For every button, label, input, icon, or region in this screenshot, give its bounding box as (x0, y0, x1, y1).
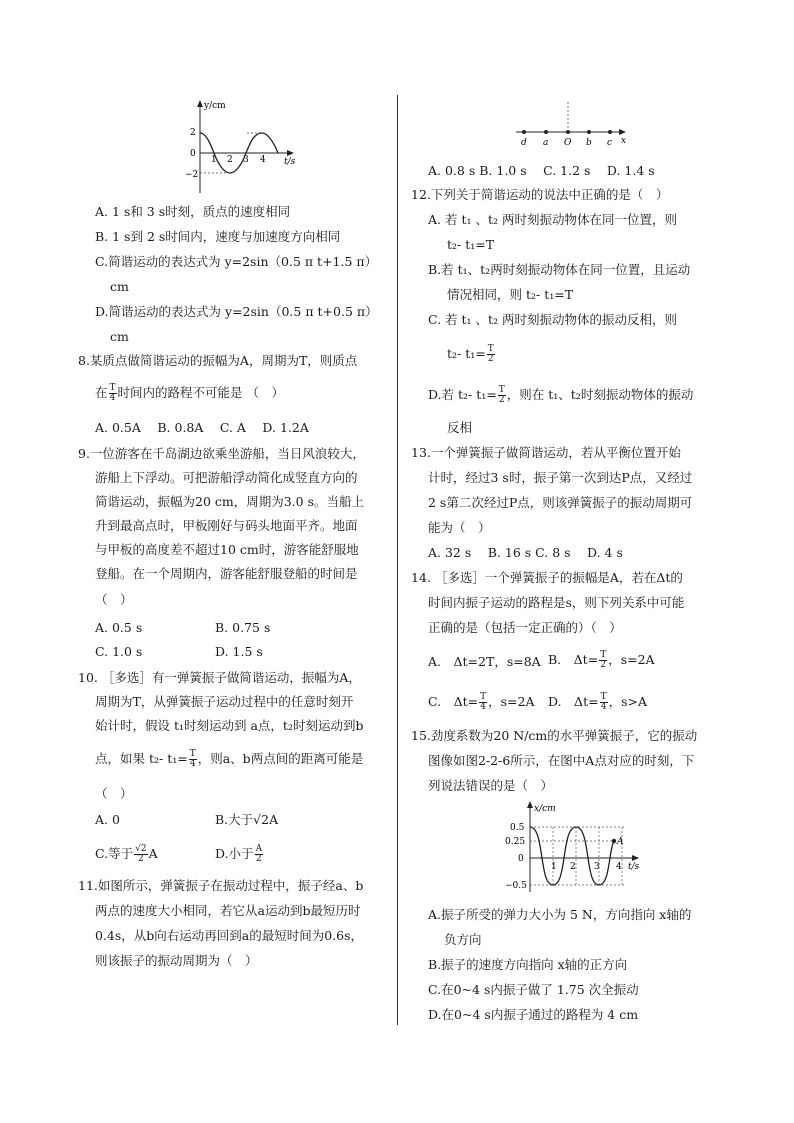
q15-line3: 列说法错误的是（ ） (428, 778, 554, 793)
q10-line1: 10. ［多选］有一弹簧振子做简谐运动，振幅为A， (78, 670, 361, 685)
q9-line7: （ ） (95, 592, 133, 607)
q7-option-a: A. 1 s和 3 s时刻，质点的速度相同 (95, 204, 291, 219)
q11-line3: 0.4s，从b向右运动再回到a的最短时间为0.6s， (95, 928, 364, 943)
column-divider (397, 95, 398, 1025)
graph15-x-label: t/s (628, 862, 640, 872)
q14-line2: 时间内振子运动的路程是s，则下列关系中可能 (428, 595, 685, 610)
graph7-ytick-neg2: −2 (185, 170, 199, 180)
q10-line2: 周期为T，从弹簧振子运动过程中的任意时刻开 (95, 694, 354, 709)
q12-stem: 12.下列关于简谐运动的说法中正确的是（ ） (411, 187, 669, 202)
q12-option-b: B.若 t₁、t₂两时刻振动物体在同一位置，且运动 (428, 262, 691, 277)
axis-label-c: c (607, 138, 613, 148)
q10-option-b: B.大于√2A (215, 812, 279, 827)
q10-line4 (95, 750, 363, 769)
q8-stem-pre: 在 (95, 385, 108, 400)
q13-options: A. 32 s B. 16 s C. 8 s D. 4 s (428, 545, 623, 560)
graph7-ytick-2: 2 (190, 128, 196, 138)
q8-options: A. 0.5A B. 0.8A C. A D. 1.2A (95, 420, 309, 435)
q8-fraction: $\frac{T}{4}$ (109, 383, 116, 403)
spring-axis-diagram (512, 100, 632, 150)
q12-option-d-cont: 反相 (447, 420, 473, 435)
q9-option-a: A. 0.5 s (95, 620, 143, 635)
q12-option-b-cont: 情况相同，则 t₂- t₁=T (447, 287, 574, 302)
graph15-curve (530, 827, 614, 885)
q12-option-a: A. 若 t₁ 、t₂ 两时刻振动物体在同一位置，则 (428, 212, 677, 227)
q9-line4: 升到最高点时，甲板刚好与码头地面平齐。地面 (95, 518, 358, 533)
q11-line1: 11.如图所示，弹簧振子在振动过程中，振子经a、b (78, 878, 364, 893)
q15-option-d: D.在0~4 s内振子通过的路程为 4 cm (428, 1007, 639, 1022)
q8-stem-post: 时间内的路程不可能是 （ ） (117, 385, 285, 400)
q14-option-a: A. Δt=2T，s=8A (428, 654, 541, 669)
q7-option-c-unit: cm (110, 279, 129, 294)
q9-line5: 与甲板的高度差不超过10 cm时，游客能舒服地 (95, 542, 359, 557)
q9-option-d: D. 1.5 s (215, 644, 263, 659)
q11-line2: 两点的速度大小相同，若它从a运动到b最短历时 (95, 903, 361, 918)
q10-line4-pre: 点，如果 t₂- t₁= (95, 751, 188, 766)
graph7-xtick-4: 4 (260, 155, 266, 165)
q15-option-c: C.在0~4 s内振子做了 1.75 次全振动 (428, 982, 639, 997)
q12-d-fraction: $\frac{T}{2}$ (498, 385, 505, 405)
graph15-ytick-025: 0.25 (505, 837, 526, 847)
q10-option-c: C.等于 $\frac{√2}{2}$ A (95, 844, 158, 864)
q14-c-fraction: $\frac{T}{4}$ (480, 692, 487, 712)
graph15-point-a (612, 839, 616, 843)
q14-d-fraction: $\frac{T}{4}$ (600, 692, 607, 712)
graph15-ytick-neg05: −0.5 (505, 881, 527, 891)
q13-line1: 13.一个弹簧振子做简谐运动，若从平衡位置开始 (411, 445, 681, 460)
axis-label-b: b (586, 138, 592, 148)
q12-option-a-cont: t₂- t₁=T (447, 237, 495, 252)
q15-line2: 图像如图2-2-6所示，在图中A点对应的时刻，下 (428, 753, 695, 768)
q12-option-c: C. 若 t₁ 、t₂ 两时刻振动物体的振动反相，则 (428, 312, 678, 327)
q14-line3: 正确的是（包括一定正确的）（ ） (428, 620, 622, 635)
q10-fraction: $\frac{T}{4}$ (189, 749, 196, 769)
graph15-y-label: x/cm (534, 804, 556, 814)
q12-c-fraction: $\frac{T}{2}$ (487, 344, 494, 364)
graph15-xtick-3: 3 (594, 862, 600, 872)
axis-label-o: O (564, 138, 572, 148)
q8-stem-line2 (95, 384, 284, 403)
graph7-ytick-0: 0 (190, 149, 196, 159)
q9-line2: 游船上下浮动。可把游船浮动简化成竖直方向的 (95, 470, 358, 485)
graph-15-vibration (500, 800, 650, 895)
q13-line2: 计时，经过3 s时，振子第一次到达P点，又经过 (428, 470, 693, 485)
q11-options: A. 0.8 s B. 1.0 s C. 1.2 s D. 1.4 s (428, 163, 655, 178)
graph15-ytick-05: 0.5 (510, 823, 525, 833)
q15-option-a-cont: 负方向 (444, 932, 482, 947)
q14-option-d: D. Δt= $\frac{T}{4}$ ，s>A (548, 692, 648, 712)
q7-option-c: C.简谐运动的表达式为 y=2sin（0.5 π t+1.5 π） (95, 254, 378, 269)
q11-line4: 则该振子的振动周期为（ ） (95, 953, 258, 968)
q10-d-fraction: $\frac{A}{2}$ (255, 844, 263, 864)
q10-c-fraction: $\frac{√2}{2}$ (135, 844, 147, 864)
q13-line3: 2 s第二次经过P点，则该弹簧振子的振动周期可 (428, 495, 693, 510)
q7-option-b: B. 1 s到 2 s时间内，速度与加速度方向相同 (95, 229, 341, 244)
q14-line1: 14. ［多选］一个弹簧振子的振幅是A，若在Δt的 (411, 570, 683, 585)
q14-option-b: B. Δt= $\frac{T}{2}$ ，s=2A (548, 650, 655, 670)
axis-label-d: d (521, 138, 527, 148)
q13-line4: 能为（ ） (428, 520, 491, 535)
graph15-point-a-label: A (617, 837, 624, 847)
q15-line1: 15.劲度系数为20 N/cm的水平弹簧振子，它的振动 (411, 728, 698, 743)
axis-label-x: x (621, 136, 627, 146)
axis-label-a: a (543, 138, 549, 148)
q7-option-d: D.简谐运动的表达式为 y=2sin（0.5 π t+0.5 π） (95, 304, 378, 319)
q10-line3: 始计时，假设 t₁时刻运动到 a点，t₂时刻运动到b (95, 718, 364, 733)
graph7-xtick-2: 2 (227, 155, 233, 165)
q14-option-c: C. Δt= $\frac{T}{4}$ ，s=2A (428, 692, 535, 712)
q15-option-b: B.振子的速度方向指向 x轴的正方向 (428, 957, 628, 972)
q9-line1: 9.一位游客在千岛湖边欲乘坐游船，当日风浪较大， (78, 446, 365, 461)
q8-stem: 8.某质点做简谐运动的振幅为A，周期为T，则质点 (78, 353, 358, 368)
graph15-xtick-2: 2 (570, 862, 576, 872)
graph7-xtick-1: 1 (211, 155, 217, 165)
graph15-xtick-1: 1 (551, 862, 557, 872)
q9-line3: 简谐运动，振幅为20 cm，周期为3.0 s。当船上 (95, 494, 365, 509)
q7-option-d-unit: cm (110, 329, 129, 344)
graph7-xtick-3: 3 (243, 155, 249, 165)
q10-option-a: A. 0 (95, 812, 120, 827)
q9-option-b: B. 0.75 s (215, 620, 271, 635)
q10-line4-post: ，则a、b两点间的距离可能是 (197, 751, 364, 766)
graph-7-sine (180, 98, 310, 198)
graph7-x-label: t/s (284, 157, 296, 167)
graph7-y-label: y/cm (204, 101, 226, 111)
graph15-xtick-4: 4 (616, 862, 622, 872)
q9-line6: 登船。在一个周期内，游客能舒服登船的时间是 (95, 566, 358, 581)
q12-option-d: D.若 t₂- t₁= $\frac{T}{2}$ ，则在 t₁、t₂时刻振动物体的振动 (428, 385, 694, 405)
q10-line5: （ ） (95, 786, 133, 801)
graph15-ytick-0: 0 (518, 854, 524, 864)
q12-option-c-cont: t₂- t₁= $\frac{T}{2}$ (447, 344, 494, 364)
q10-option-d: D.小于 $\frac{A}{2}$ (215, 844, 263, 864)
q14-b-fraction: $\frac{T}{2}$ (600, 650, 607, 670)
q9-option-c: C. 1.0 s (95, 644, 143, 659)
q15-option-a: A.振子所受的弹力大小为 5 N，方向指向 x轴的 (428, 907, 692, 922)
